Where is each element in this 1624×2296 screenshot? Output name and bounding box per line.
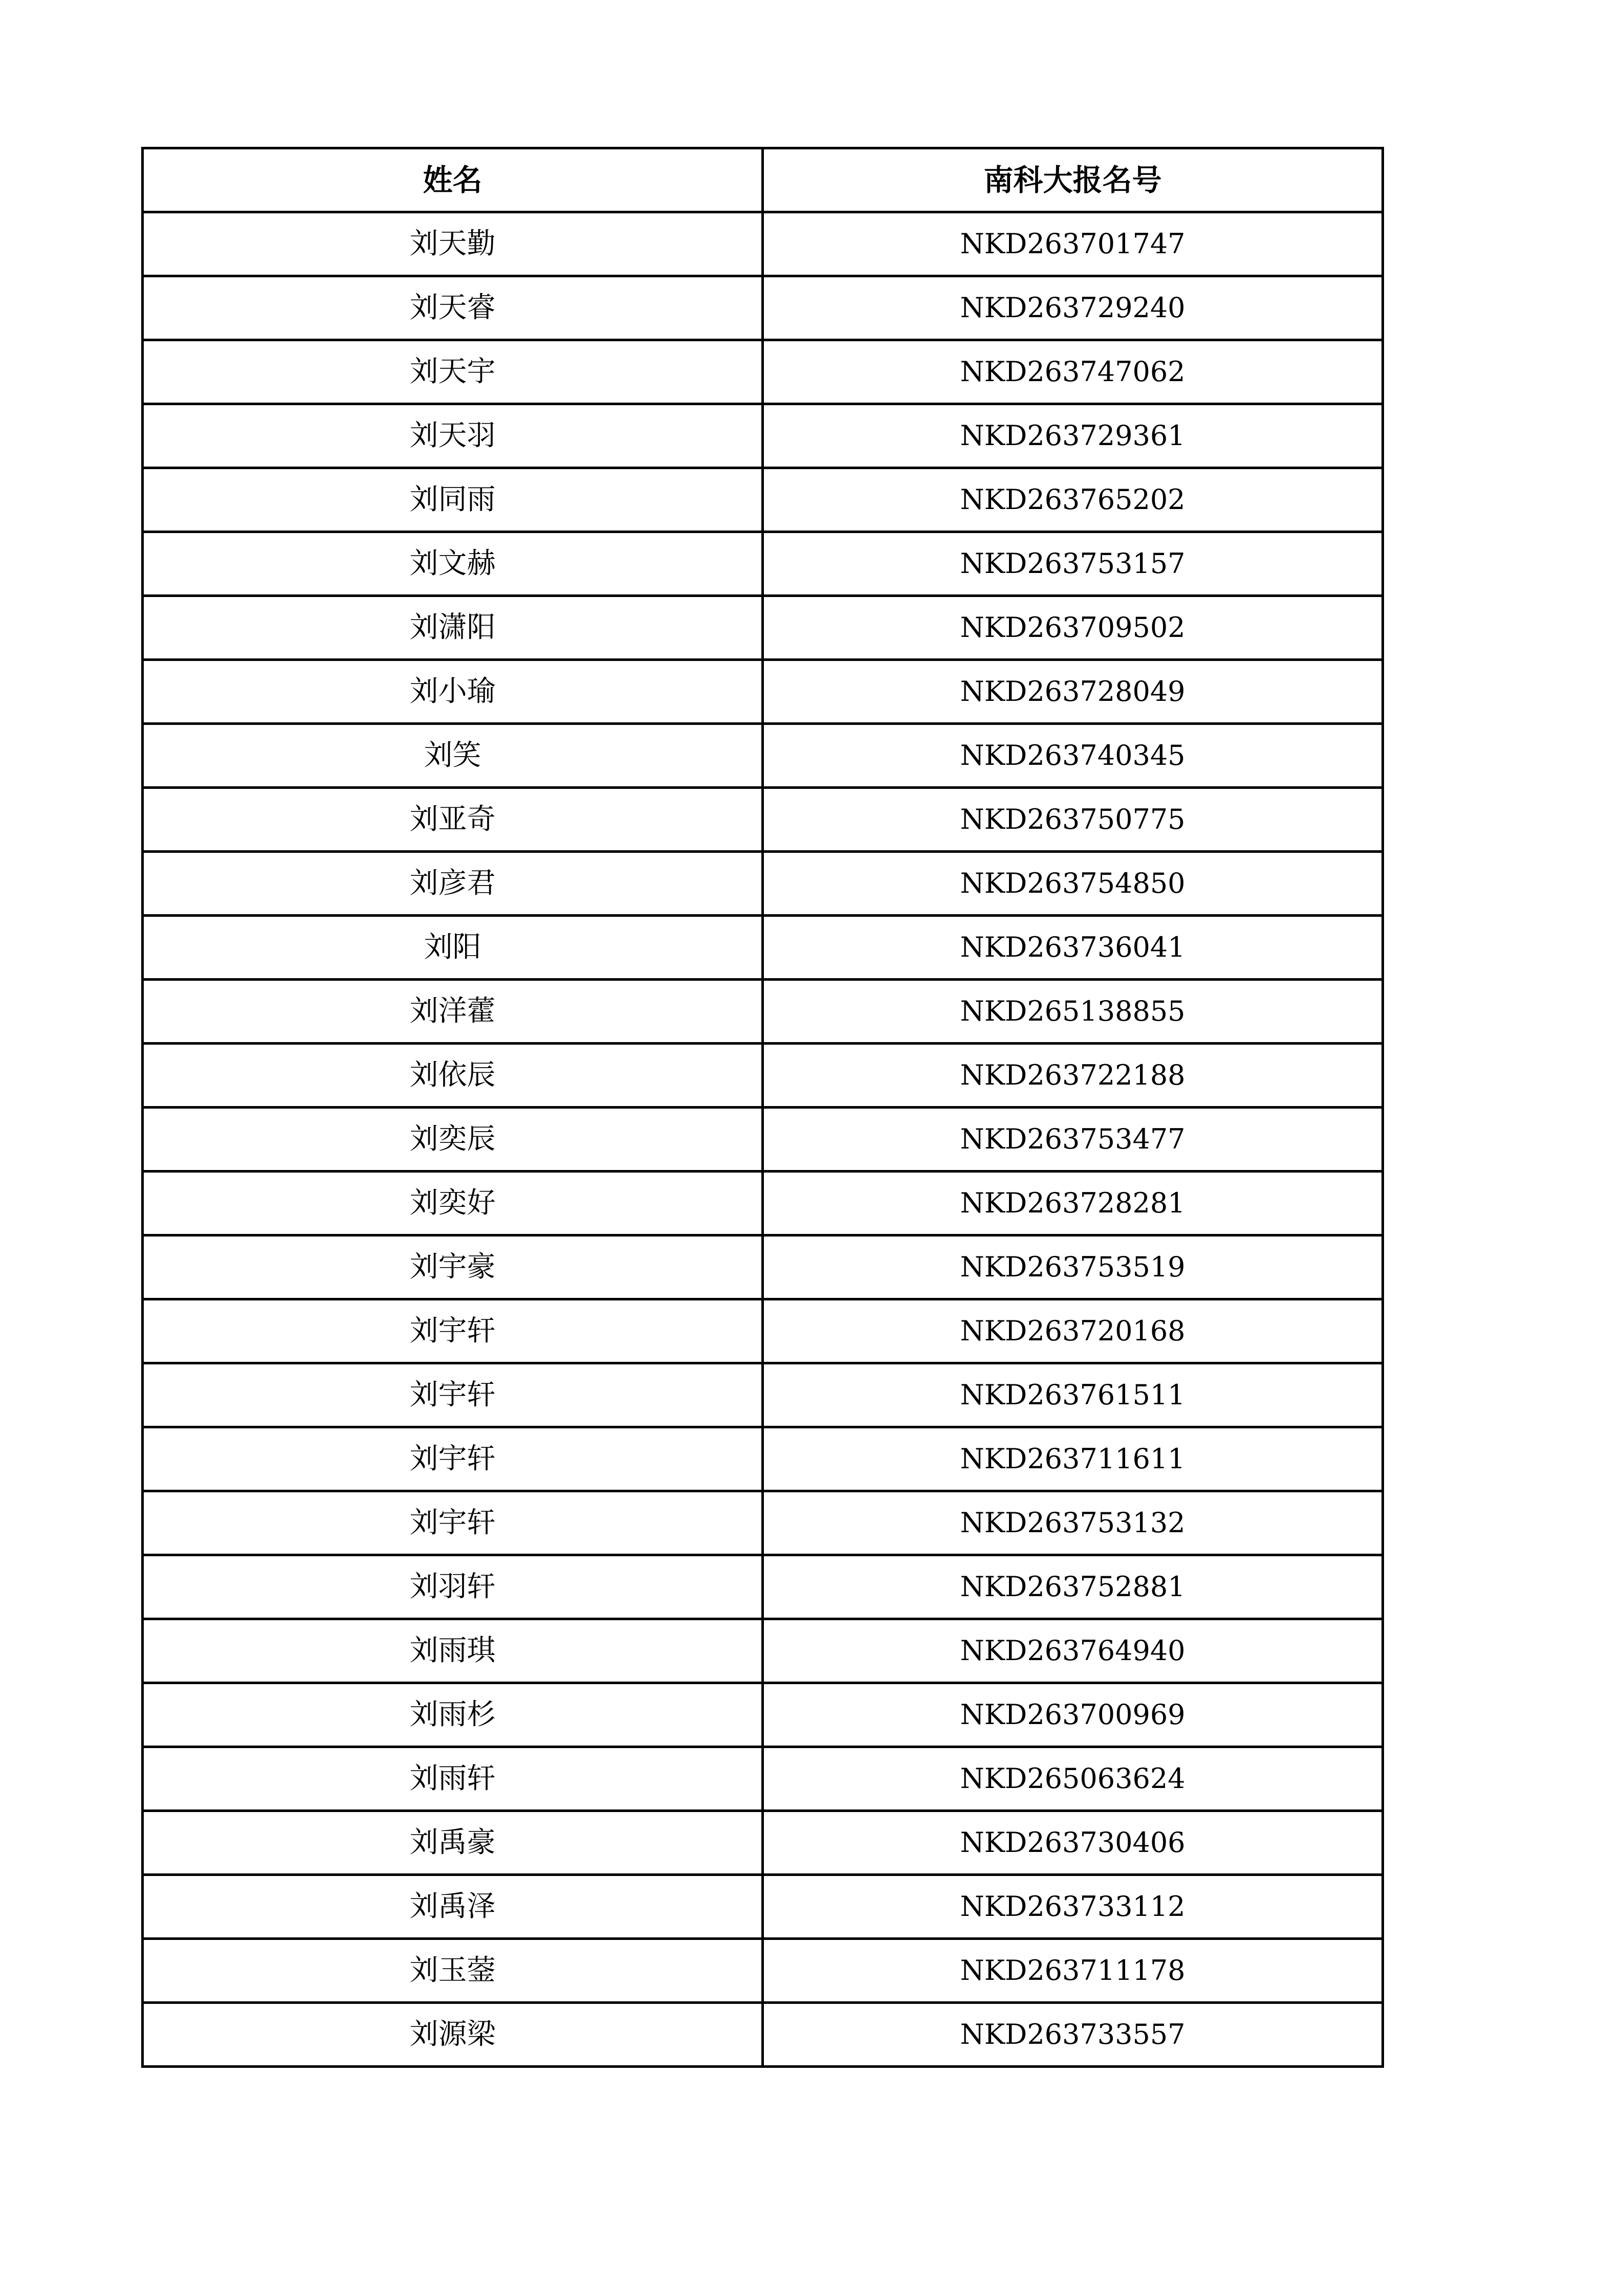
student-name-cell: 刘同雨 [143, 468, 763, 532]
registration-number-cell: NKD263753157 [763, 532, 1383, 596]
registration-number-cell: NKD263711611 [763, 1427, 1383, 1491]
student-name-cell: 刘亚奇 [143, 788, 763, 852]
table-row [143, 1044, 1383, 1108]
student-name-cell: 刘宇轩 [143, 1363, 763, 1427]
registration-number-cell: NKD263752881 [763, 1555, 1383, 1619]
registration-number-cell: NKD263765202 [763, 468, 1383, 532]
table-row [143, 2003, 1383, 2067]
table-row [143, 1683, 1383, 1747]
student-name-cell: 刘潇阳 [143, 596, 763, 660]
table-row [143, 1108, 1383, 1172]
registration-number-cell: NKD263754850 [763, 852, 1383, 916]
table-row [143, 1491, 1383, 1555]
table-row [143, 980, 1383, 1044]
student-name-cell: 刘羽轩 [143, 1555, 763, 1619]
document-page [141, 147, 1381, 2068]
registration-number-cell: NKD263740345 [763, 724, 1383, 788]
registration-number-cell: NKD263711178 [763, 1939, 1383, 2003]
student-name-cell: 刘文赫 [143, 532, 763, 596]
registration-number-cell: NKD263753519 [763, 1235, 1383, 1299]
registration-number-cell: NKD263720168 [763, 1299, 1383, 1363]
table-row [143, 532, 1383, 596]
header-row [143, 148, 1383, 212]
registration-number-cell: NKD263728049 [763, 660, 1383, 724]
student-name-cell: 刘天睿 [143, 276, 763, 340]
column-header-name: 姓名 [143, 148, 763, 212]
table-row [143, 1747, 1383, 1811]
registration-number-cell: NKD263701747 [763, 212, 1383, 276]
table-row [143, 596, 1383, 660]
registration-number-cell: NKD263753132 [763, 1491, 1383, 1555]
student-name-cell: 刘雨轩 [143, 1747, 763, 1811]
registration-number-cell: NKD263722188 [763, 1044, 1383, 1108]
table-row [143, 724, 1383, 788]
table-row [143, 1235, 1383, 1299]
student-name-cell: 刘雨琪 [143, 1619, 763, 1683]
student-name-cell: 刘宇轩 [143, 1427, 763, 1491]
registration-number-cell: NKD263761511 [763, 1363, 1383, 1427]
table-row [143, 212, 1383, 276]
student-name-cell: 刘依辰 [143, 1044, 763, 1108]
registration-number-cell: NKD263733557 [763, 2003, 1383, 2067]
table-row [143, 852, 1383, 916]
registration-number-cell: NKD263733112 [763, 1875, 1383, 1939]
registration-number-cell: NKD263709502 [763, 596, 1383, 660]
registration-number-cell: NKD263729240 [763, 276, 1383, 340]
table-row [143, 1172, 1383, 1235]
column-header-registration-no: 南科大报名号 [763, 148, 1383, 212]
student-name-cell: 刘笑 [143, 724, 763, 788]
table-row [143, 1875, 1383, 1939]
student-name-cell: 刘天宇 [143, 340, 763, 404]
registration-number-cell: NKD263736041 [763, 916, 1383, 980]
student-name-cell: 刘玉蓥 [143, 1939, 763, 2003]
table-row [143, 660, 1383, 724]
student-name-cell: 刘奕辰 [143, 1108, 763, 1172]
table-row [143, 276, 1383, 340]
student-name-cell: 刘宇轩 [143, 1491, 763, 1555]
registration-number-cell: NKD263747062 [763, 340, 1383, 404]
table-row [143, 404, 1383, 468]
table-row [143, 1811, 1383, 1875]
registration-number-cell: NKD263753477 [763, 1108, 1383, 1172]
student-name-cell: 刘洋藿 [143, 980, 763, 1044]
table-row [143, 1299, 1383, 1363]
student-name-cell: 刘宇豪 [143, 1235, 763, 1299]
table-row [143, 1363, 1383, 1427]
registration-number-cell: NKD263700969 [763, 1683, 1383, 1747]
registration-number-cell: NKD263764940 [763, 1619, 1383, 1683]
student-name-cell: 刘禹泽 [143, 1875, 763, 1939]
registration-number-cell: NKD265138855 [763, 980, 1383, 1044]
student-name-cell: 刘奕好 [143, 1172, 763, 1235]
student-name-cell: 刘宇轩 [143, 1299, 763, 1363]
registration-number-cell: NKD263729361 [763, 404, 1383, 468]
student-name-cell: 刘源梁 [143, 2003, 763, 2067]
table-row [143, 1619, 1383, 1683]
table-row [143, 1555, 1383, 1619]
registration-number-cell: NKD263730406 [763, 1811, 1383, 1875]
registration-number-cell: NKD263750775 [763, 788, 1383, 852]
student-name-cell: 刘彦君 [143, 852, 763, 916]
student-name-cell: 刘雨杉 [143, 1683, 763, 1747]
registration-number-cell: NKD263728281 [763, 1172, 1383, 1235]
registration-table [141, 147, 1384, 2068]
registration-number-cell: NKD265063624 [763, 1747, 1383, 1811]
student-name-cell: 刘天勤 [143, 212, 763, 276]
student-name-cell: 刘小瑜 [143, 660, 763, 724]
table-row [143, 788, 1383, 852]
student-name-cell: 刘阳 [143, 916, 763, 980]
table-row [143, 916, 1383, 980]
table-row [143, 1939, 1383, 2003]
table-row [143, 1427, 1383, 1491]
table-header [143, 148, 1383, 212]
table-row [143, 468, 1383, 532]
student-name-cell: 刘天羽 [143, 404, 763, 468]
table-row [143, 340, 1383, 404]
table-body [143, 212, 1383, 2067]
student-name-cell: 刘禹豪 [143, 1811, 763, 1875]
